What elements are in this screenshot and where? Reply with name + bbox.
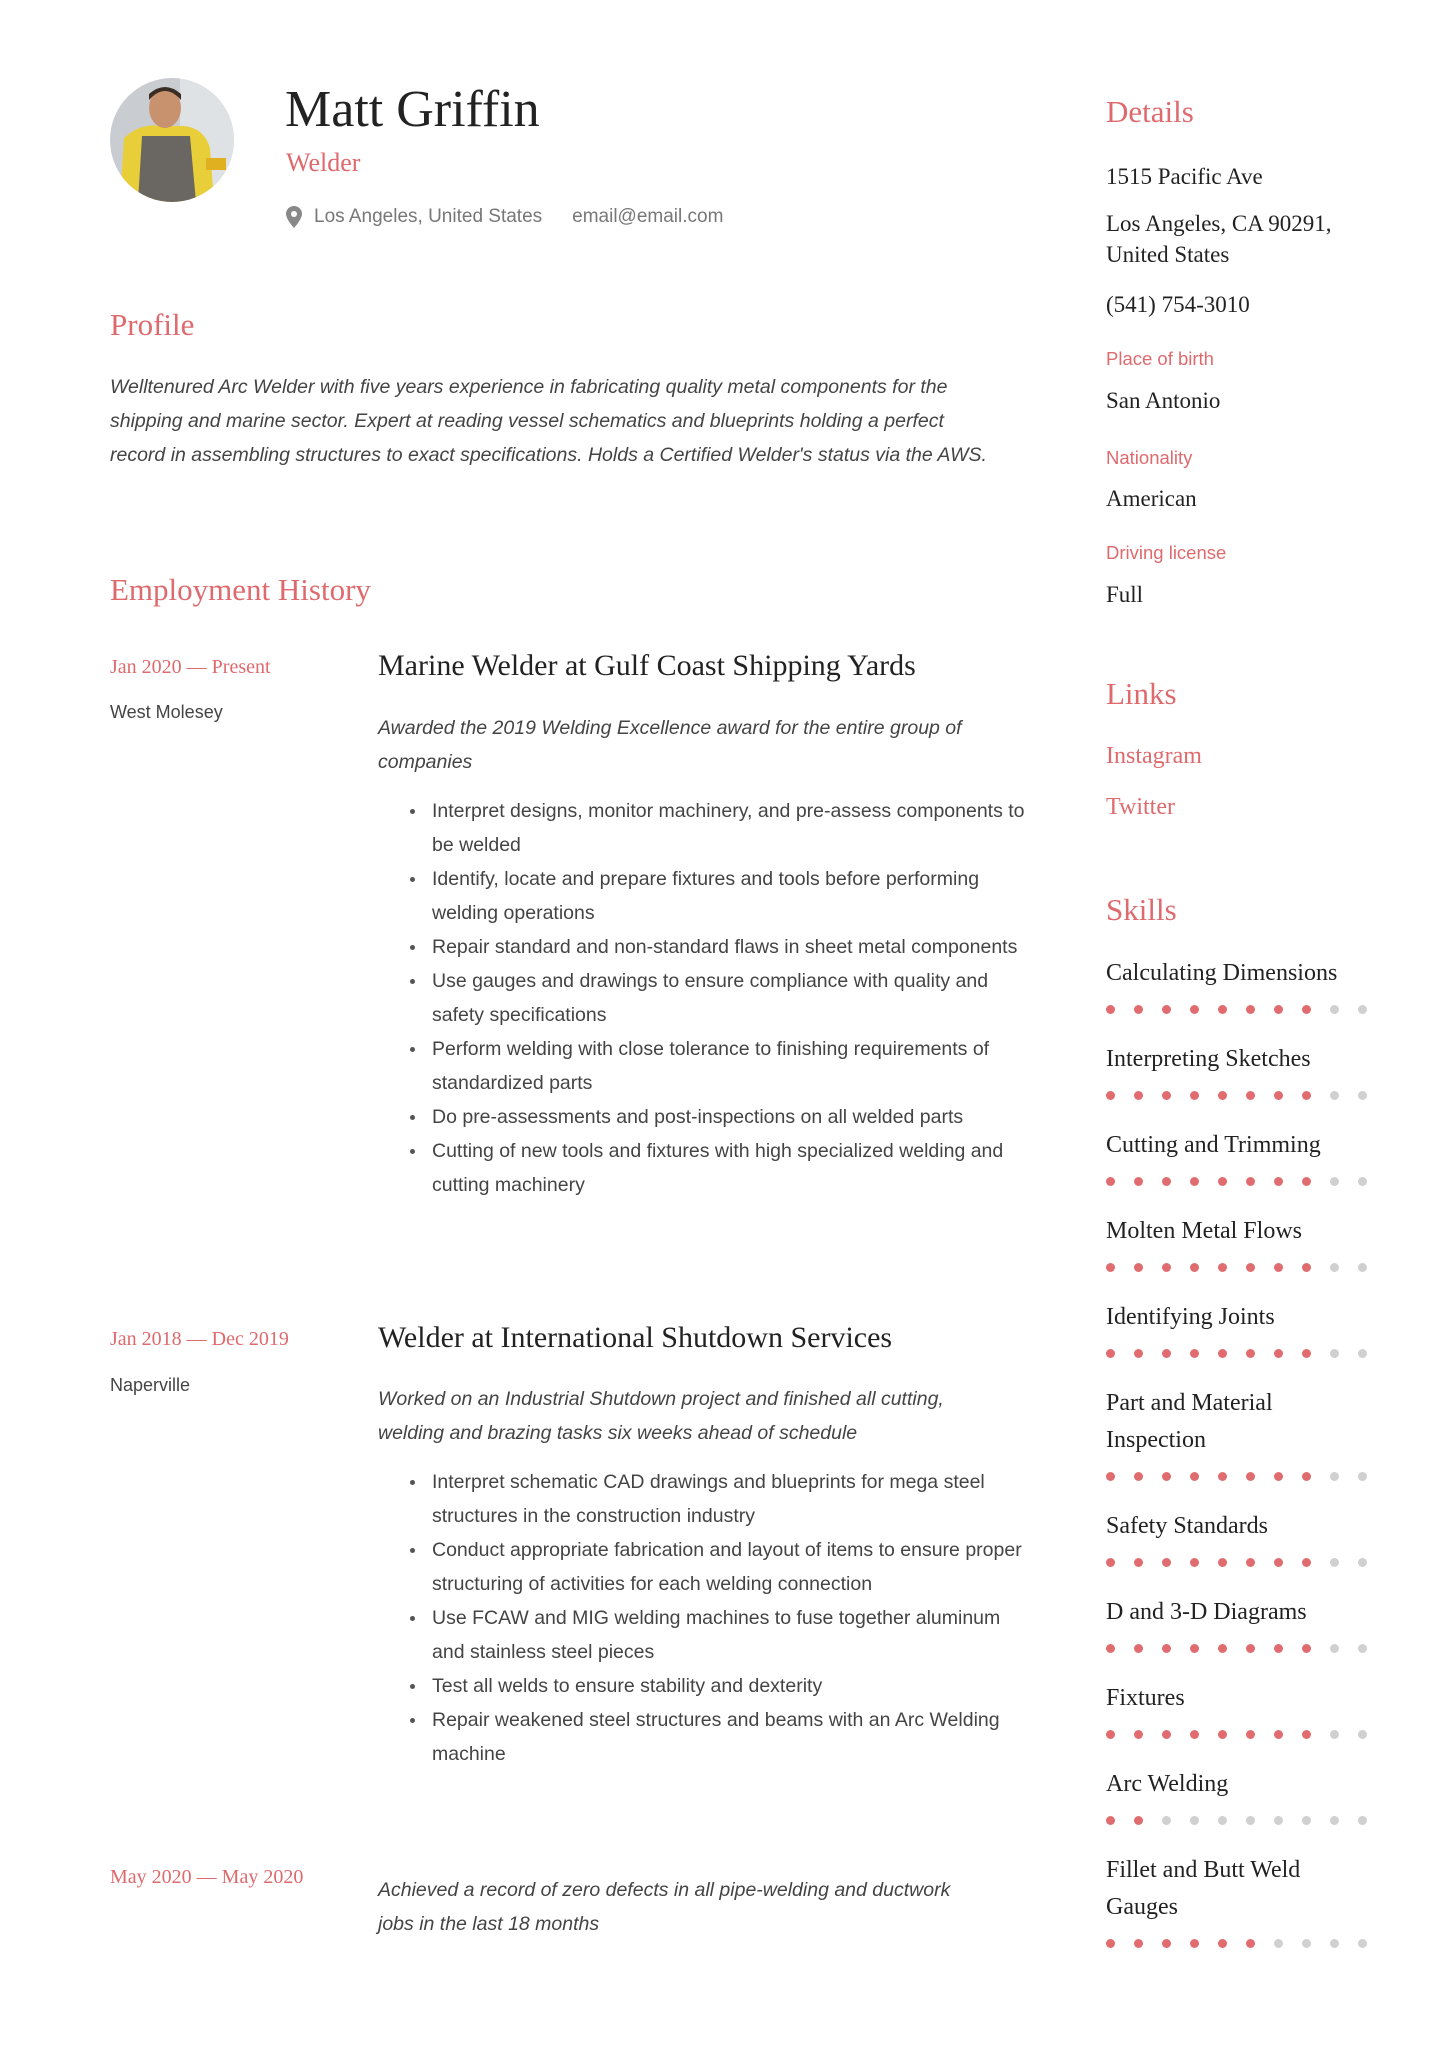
skill-dot-filled <box>1302 1644 1311 1653</box>
skill-dot-filled <box>1190 1263 1199 1272</box>
skill-dot-filled <box>1246 1558 1255 1567</box>
skill-dot-empty <box>1274 1816 1283 1825</box>
candidate-name: Matt Griffin <box>285 81 540 138</box>
skill-dot-filled <box>1162 1177 1171 1186</box>
skill-dot-filled <box>1106 1005 1115 1014</box>
skill-dot-filled <box>1134 1558 1143 1567</box>
skill-dot-filled <box>1134 1644 1143 1653</box>
skill-dot-filled <box>1106 1349 1115 1358</box>
skill-name: Identifying Joints <box>1106 1304 1275 1330</box>
job-date: Jan 2020 — Present <box>110 656 271 678</box>
skill-dot-filled <box>1134 1939 1143 1948</box>
skill-dot-filled <box>1246 1091 1255 1100</box>
profile-heading: Profile <box>110 307 195 342</box>
skill-dot-filled <box>1218 1730 1227 1739</box>
bullet-item: Do pre-assessments and post-inspections on all welded parts <box>432 1100 1032 1134</box>
skill-dot-filled <box>1190 1644 1199 1653</box>
skill-dot-filled <box>1134 1349 1143 1358</box>
skills-heading: Skills <box>1106 892 1177 927</box>
skill-level-dots <box>1106 1263 1426 1272</box>
location-text: Los Angeles, United States <box>314 206 543 227</box>
skill-dot-filled <box>1162 1091 1171 1100</box>
email-text: email@email.com <box>572 206 724 227</box>
skill-item <box>1106 1508 1426 1594</box>
skill-dot-filled <box>1218 1349 1227 1358</box>
skill-dot-empty <box>1330 1349 1339 1358</box>
skill-dot-filled <box>1218 1644 1227 1653</box>
skill-dot-filled <box>1106 1816 1115 1825</box>
location-pin-icon <box>286 206 302 228</box>
job-bullets <box>378 794 1032 1202</box>
bullet-item: Repair standard and non-standard flaws in sheet metal components <box>432 930 1032 964</box>
skill-level-dots <box>1106 1349 1426 1358</box>
skill-dot-filled <box>1134 1816 1143 1825</box>
instagram-link[interactable]: Instagram <box>1106 743 1202 769</box>
skill-level-dots <box>1106 1730 1426 1739</box>
skill-dot-empty <box>1358 1939 1367 1948</box>
address-line-2: Los Angeles, CA 90291, <box>1106 211 1332 236</box>
skill-dot-filled <box>1106 1472 1115 1481</box>
skill-dot-filled <box>1274 1263 1283 1272</box>
skill-dot-filled <box>1246 1644 1255 1653</box>
skill-dot-empty <box>1162 1816 1171 1825</box>
skill-dot-filled <box>1190 1472 1199 1481</box>
skill-level-dots <box>1106 1005 1426 1014</box>
skill-name: Molten Metal Flows <box>1106 1218 1302 1244</box>
skill-dot-filled <box>1162 1349 1171 1358</box>
skill-dot-filled <box>1274 1005 1283 1014</box>
skill-dot-empty <box>1358 1349 1367 1358</box>
skills-list <box>1106 955 1426 1975</box>
skill-dot-filled <box>1162 1472 1171 1481</box>
bullet-item: Test all welds to ensure stability and dexterity <box>432 1669 1032 1703</box>
skill-dot-filled <box>1274 1091 1283 1100</box>
skill-dot-filled <box>1274 1349 1283 1358</box>
skill-item <box>1106 1385 1426 1508</box>
skill-dot-filled <box>1246 1005 1255 1014</box>
job-city: West Molesey <box>110 702 223 722</box>
avatar <box>110 78 234 202</box>
skill-item <box>1106 1299 1426 1385</box>
skill-dot-filled <box>1302 1472 1311 1481</box>
skill-level-dots <box>1106 1644 1426 1653</box>
nationality: American <box>1106 486 1197 511</box>
job-description: Awarded the 2019 Welding Excellence award for the entire group of companies <box>378 717 962 773</box>
skill-dot-filled <box>1134 1091 1143 1100</box>
skill-dot-filled <box>1302 1730 1311 1739</box>
skill-dot-filled <box>1274 1177 1283 1186</box>
job-title: Welder at International Shutdown Services <box>378 1321 893 1354</box>
job-date: Jan 2018 — Dec 2019 <box>110 1328 289 1350</box>
details-heading: Details <box>1106 94 1194 129</box>
skill-level-dots <box>1106 1816 1426 1825</box>
skill-dot-filled <box>1134 1730 1143 1739</box>
skill-dot-empty <box>1358 1816 1367 1825</box>
skill-dot-filled <box>1162 1939 1171 1948</box>
bullet-item: Identify, locate and prepare fixtures and tools before performing welding operations <box>432 862 1032 930</box>
address-line-1: 1515 Pacific Ave <box>1106 164 1263 189</box>
skill-dot-empty <box>1218 1816 1227 1825</box>
skill-dot-filled <box>1106 1644 1115 1653</box>
job-city: Naperville <box>110 1375 191 1395</box>
skill-name: Fillet and Butt Weld Gauges <box>1106 1857 1301 1920</box>
skill-item <box>1106 1127 1426 1213</box>
skill-dot-empty <box>1246 1816 1255 1825</box>
skill-dot-filled <box>1302 1091 1311 1100</box>
skill-dot-filled <box>1302 1177 1311 1186</box>
job-title: Marine Welder at Gulf Coast Shipping Yards <box>378 649 916 682</box>
skill-item <box>1106 1213 1426 1299</box>
skill-dot-filled <box>1106 1091 1115 1100</box>
phone: (541) 754-3010 <box>1106 292 1250 317</box>
skill-dot-empty <box>1358 1263 1367 1272</box>
skill-dot-empty <box>1330 1091 1339 1100</box>
skill-dot-filled <box>1190 1730 1199 1739</box>
skill-dot-empty <box>1358 1091 1367 1100</box>
skill-name: Fixtures <box>1106 1685 1185 1711</box>
skill-dot-filled <box>1246 1263 1255 1272</box>
skill-name: Part and Material Inspection <box>1106 1390 1273 1453</box>
skill-dot-empty <box>1330 1644 1339 1653</box>
skill-level-dots <box>1106 1939 1426 1948</box>
job-role: Welder <box>286 148 361 177</box>
driving-license-label: Driving license <box>1106 542 1227 563</box>
skill-dot-filled <box>1246 1730 1255 1739</box>
skill-item <box>1106 1680 1426 1766</box>
skill-dot-filled <box>1190 1939 1199 1948</box>
profile-text: Welltenured Arc Welder with five years experience in fabricating quality metal components for the shipping and marine sector. Expert at reading vessel schematics and blueprints holding a perfect record in assembling structures to exact specifications. Holds a Certified Welder's status via the AWS. <box>110 376 987 466</box>
skill-dot-empty <box>1358 1005 1367 1014</box>
employment-heading: Employment History <box>110 572 371 607</box>
skill-dot-filled <box>1218 1472 1227 1481</box>
skill-item <box>1106 1594 1426 1680</box>
skill-dot-filled <box>1134 1472 1143 1481</box>
skill-dot-filled <box>1190 1349 1199 1358</box>
skill-dot-filled <box>1106 1263 1115 1272</box>
skill-item <box>1106 1041 1426 1127</box>
skill-dot-filled <box>1134 1005 1143 1014</box>
skill-dot-filled <box>1190 1558 1199 1567</box>
place-of-birth: San Antonio <box>1106 388 1221 413</box>
skill-dot-empty <box>1358 1177 1367 1186</box>
skill-dot-filled <box>1134 1177 1143 1186</box>
skill-dot-filled <box>1162 1730 1171 1739</box>
skill-dot-filled <box>1246 1939 1255 1948</box>
skill-dot-filled <box>1274 1558 1283 1567</box>
skill-dot-filled <box>1106 1939 1115 1948</box>
skill-dot-filled <box>1190 1005 1199 1014</box>
job-bullets <box>378 1465 1032 1771</box>
skill-item <box>1106 955 1426 1041</box>
skill-dot-filled <box>1106 1177 1115 1186</box>
skill-dot-filled <box>1106 1558 1115 1567</box>
skill-item <box>1106 1852 1426 1975</box>
skill-dot-filled <box>1218 1177 1227 1186</box>
skill-dot-filled <box>1274 1644 1283 1653</box>
bullet-item: Interpret schematic CAD drawings and blueprints for mega steel structures in the construction industry <box>432 1465 1032 1533</box>
skill-dot-empty <box>1302 1939 1311 1948</box>
bullet-item: Interpret designs, monitor machinery, and pre-assess components to be welded <box>432 794 1032 862</box>
skill-dot-empty <box>1330 1263 1339 1272</box>
nationality-label: Nationality <box>1106 447 1193 468</box>
skill-level-dots <box>1106 1558 1426 1567</box>
skill-name: Arc Welding <box>1106 1771 1229 1797</box>
skill-dot-empty <box>1330 1730 1339 1739</box>
skill-dot-filled <box>1190 1091 1199 1100</box>
job-description: Worked on an Industrial Shutdown project and finished all cutting, welding and brazing tasks six weeks ahead of schedule <box>378 1388 944 1444</box>
bullet-item: Repair weakened steel structures and beams with an Arc Welding machine <box>432 1703 1032 1771</box>
skill-dot-empty <box>1358 1558 1367 1567</box>
skill-dot-empty <box>1190 1816 1199 1825</box>
skill-dot-filled <box>1218 1263 1227 1272</box>
skill-dot-filled <box>1302 1558 1311 1567</box>
skill-dot-filled <box>1218 1005 1227 1014</box>
skill-name: Calculating Dimensions <box>1106 960 1338 986</box>
skill-dot-filled <box>1302 1263 1311 1272</box>
skill-dot-empty <box>1330 1472 1339 1481</box>
skill-name: D and 3-D Diagrams <box>1106 1599 1307 1625</box>
job-description: Achieved a record of zero defects in all pipe-welding and ductwork jobs in the last 18 months <box>378 1879 951 1935</box>
address-line-3: United States <box>1106 242 1230 267</box>
job-date: May 2020 — May 2020 <box>110 1866 304 1888</box>
skill-level-dots <box>1106 1091 1426 1100</box>
skill-dot-empty <box>1330 1558 1339 1567</box>
skill-dot-filled <box>1246 1177 1255 1186</box>
skill-name: Interpreting Sketches <box>1106 1046 1311 1072</box>
skill-dot-empty <box>1330 1177 1339 1186</box>
twitter-link[interactable]: Twitter <box>1106 794 1175 820</box>
skill-dot-empty <box>1330 1939 1339 1948</box>
skill-dot-filled <box>1302 1349 1311 1358</box>
driving-license: Full <box>1106 582 1144 607</box>
bullet-item: Use FCAW and MIG welding machines to fuse together aluminum and stainless steel pieces <box>432 1601 1032 1669</box>
skill-dot-empty <box>1358 1730 1367 1739</box>
skill-item <box>1106 1766 1426 1852</box>
skill-dot-filled <box>1134 1263 1143 1272</box>
bullet-item: Perform welding with close tolerance to finishing requirements of standardized parts <box>432 1032 1032 1100</box>
skill-dot-empty <box>1330 1816 1339 1825</box>
skill-level-dots <box>1106 1177 1426 1186</box>
skill-dot-empty <box>1358 1472 1367 1481</box>
skill-dot-filled <box>1162 1644 1171 1653</box>
contact-line <box>286 204 723 230</box>
skill-dot-filled <box>1274 1730 1283 1739</box>
place-of-birth-label: Place of birth <box>1106 348 1214 369</box>
skill-dot-filled <box>1162 1005 1171 1014</box>
links-heading: Links <box>1106 676 1177 711</box>
skill-level-dots <box>1106 1472 1426 1481</box>
skill-name: Safety Standards <box>1106 1513 1268 1539</box>
skill-dot-filled <box>1162 1263 1171 1272</box>
skill-dot-filled <box>1190 1177 1199 1186</box>
skill-dot-filled <box>1162 1558 1171 1567</box>
skill-dot-empty <box>1302 1816 1311 1825</box>
skill-dot-empty <box>1274 1939 1283 1948</box>
skill-dot-filled <box>1246 1349 1255 1358</box>
skill-dot-filled <box>1218 1939 1227 1948</box>
skill-dot-filled <box>1302 1005 1311 1014</box>
bullet-item: Cutting of new tools and fixtures with high specialized welding and cutting machinery <box>432 1134 1032 1202</box>
bullet-item: Use gauges and drawings to ensure compliance with quality and safety specifications <box>432 964 1032 1032</box>
skill-dot-filled <box>1218 1091 1227 1100</box>
skill-dot-empty <box>1330 1005 1339 1014</box>
skill-dot-filled <box>1274 1472 1283 1481</box>
skill-dot-empty <box>1358 1644 1367 1653</box>
skill-dot-filled <box>1246 1472 1255 1481</box>
skill-dot-filled <box>1218 1558 1227 1567</box>
skill-dot-filled <box>1106 1730 1115 1739</box>
bullet-item: Conduct appropriate fabrication and layout of items to ensure proper structuring of activities for each welding connection <box>432 1533 1032 1601</box>
skill-name: Cutting and Trimming <box>1106 1132 1321 1158</box>
avatar-photo <box>110 78 234 202</box>
